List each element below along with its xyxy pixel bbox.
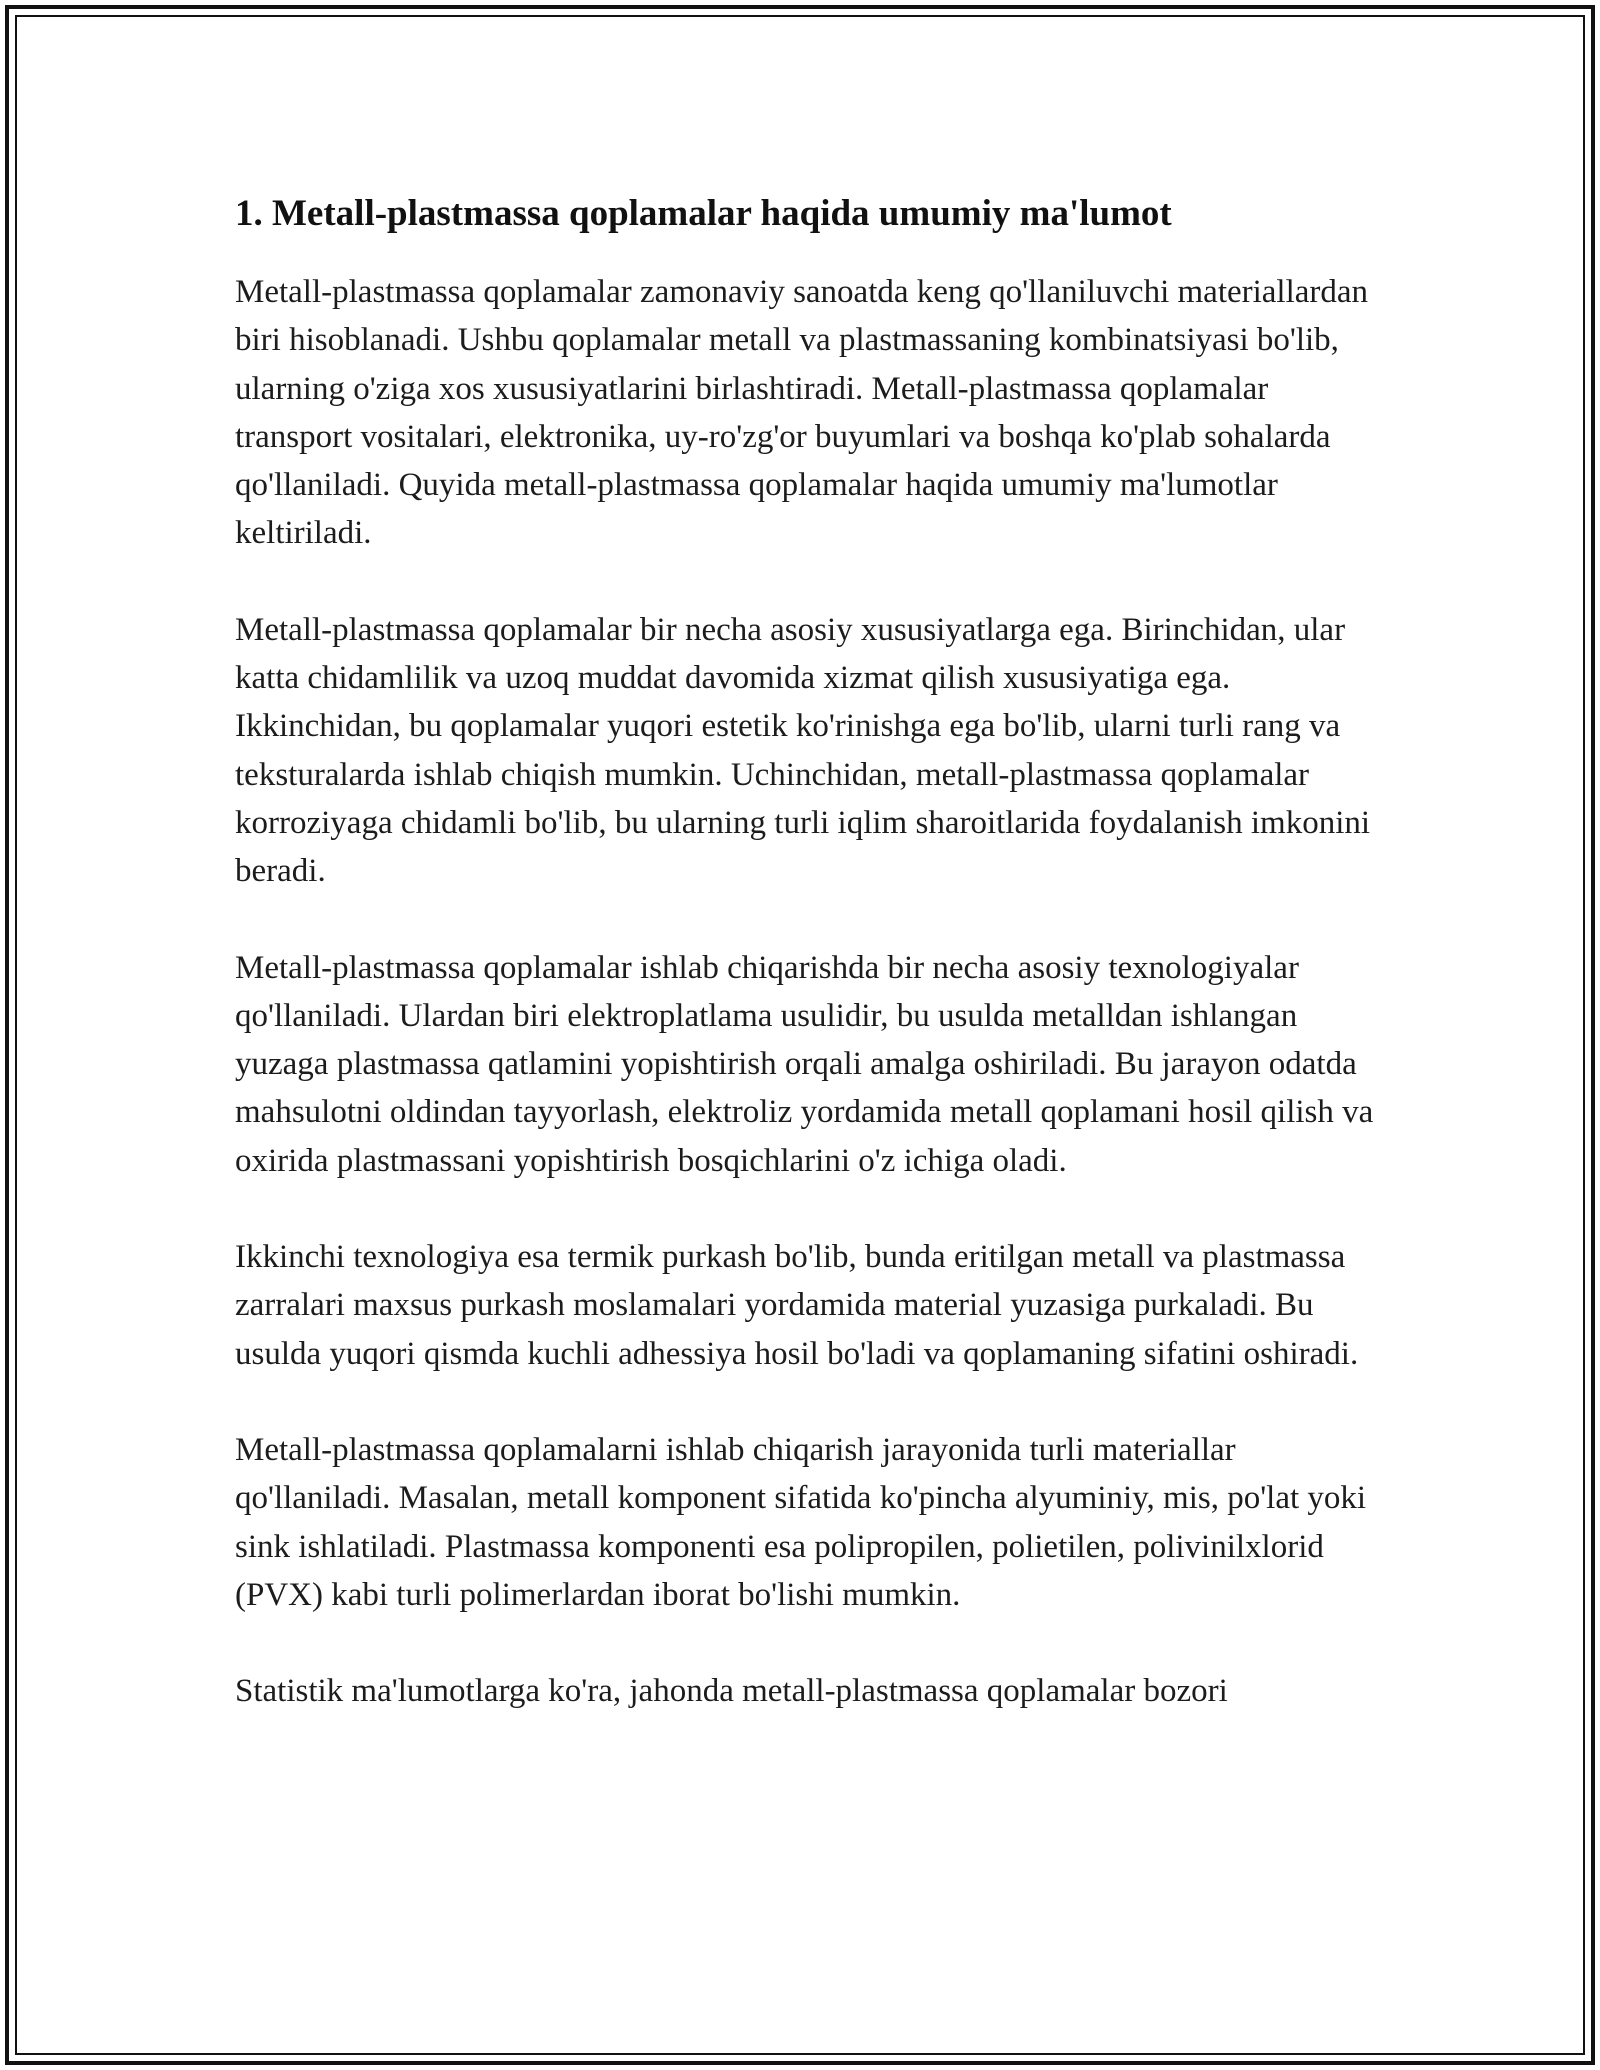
paragraph-properties: Metall-plastmassa qoplamalar bir necha asosiy xususiyatlarga ega. Birinchidan, ular katta chidamlilik va uzoq muddat davomida xizmat qilish xususiyatiga ega. Ikkinchidan, bu qoplamalar yuqori estetik ko'rinishga ega bo'lib, ularni turli rang va teksturalarda ishlab chiqish mumkin. Uchinchidan, metall-plastmassa qoplamalar korroziyaga chidamli bo'lib, bu ularning turli iqlim sharoitlarida foydalanish imkonini beradi.	[235, 611, 1371, 890]
section-heading: 1. Metall-plastmassa qoplamalar haqida umumiy ma'lumot	[235, 193, 1172, 234]
paragraph-intro: Metall-plastmassa qoplamalar zamonaviy sanoatda keng qo'llaniluvchi materiallardan biri hisoblanadi. Ushbu qoplamalar metall va plastmassaning kombinatsiyasi bo'lib, ularning o'ziga xos xususiyatlarini birlashtiradi. Metall-plastmassa qoplamalar transport vositalari, elektronika, uy-ro'zg'or buyumlari va boshqa ko'plab sohalarda qo'llaniladi. Quyida metall-plastmassa qoplamalar haqida umumiy ma'lumotlar keltiriladi.	[235, 274, 1369, 552]
paragraph-technologies: Metall-plastmassa qoplamalar ishlab chiqarishda bir necha asosiy texnologiyalar qo'llaniladi. Ulardan biri elektroplatlama usulidir, bu usulda metalldan ishlangan yuzaga plastmassa qatlamini yopishtirish orqali amalga oshiriladi. Bu jarayon odatda mahsulotni oldindan tayyorlash, elektroliz yordamida metall qoplamani hosil qilish va oxirida plastmassani yopishtirish bosqichlarini o'z ichiga oladi.	[235, 949, 1374, 1179]
document-body	[235, 188, 1375, 1715]
paragraph-statistics: Statistik ma'lumotlarga ko'ra, jahonda metall-plastmassa qoplamalar bozori	[235, 1673, 1228, 1710]
paragraph-thermal-spraying: Ikkinchi texnologiya esa termik purkash bo'lib, bunda eritilgan metall va plastmassa zarralari maxsus purkash moslamalari yordamida material yuzasiga purkaladi. Bu usulda yuqori qismda kuchli adhessiya hosil bo'ladi va qoplamaning sifatini oshiradi.	[235, 1239, 1359, 1372]
paragraph-materials: Metall-plastmassa qoplamalarni ishlab chiqarish jarayonida turli materiallar qo'llaniladi. Masalan, metall komponent sifatida ko'pincha alyuminiy, mis, po'lat yoki sink ishlatiladi. Plastmassa komponenti esa polipropilen, polietilen, polivinilxlorid (PVX) kabi turli polimerlardan iborat bo'lishi mumkin.	[235, 1431, 1367, 1613]
